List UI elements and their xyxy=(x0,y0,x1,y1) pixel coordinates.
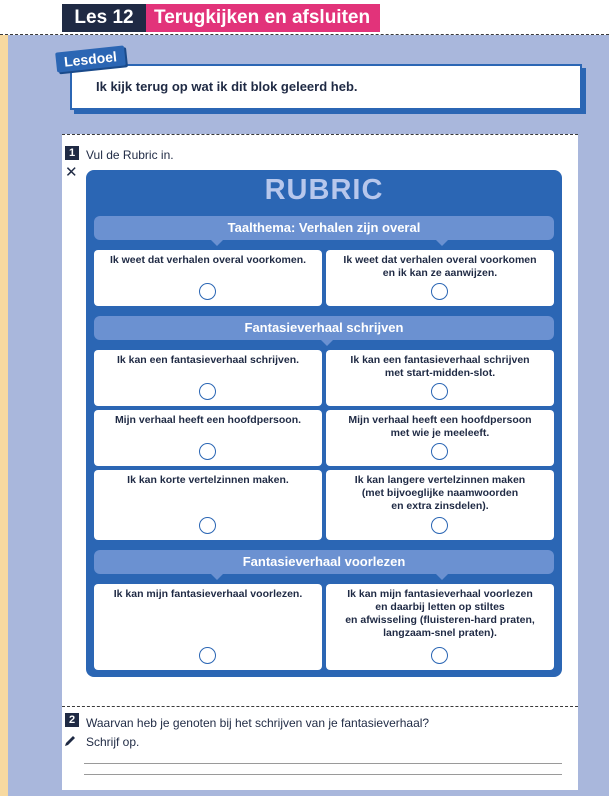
circle-checkbox[interactable] xyxy=(431,647,448,664)
cell-text: Ik kan mijn fantasieverhaal voorlezen. xyxy=(113,588,303,600)
question-2-number: 2 xyxy=(65,713,79,727)
close-icon: ✕ xyxy=(65,164,78,181)
answer-line[interactable] xyxy=(84,763,562,764)
cell-text: Ik kan mijn fantasieverhaal voorlezen en daarbij letten op stiltes en afwisseling (fluisteren-hard praten, langzaam-snel praten). xyxy=(345,588,535,639)
section-title: Taalthema: Verhalen zijn overal xyxy=(227,220,421,235)
pencil-icon xyxy=(64,735,76,747)
rubric-cell[interactable] xyxy=(326,470,554,540)
margin-stripe xyxy=(0,35,8,796)
cell-text: Mijn verhaal heeft een hoofdpersoon met wie je meeleeft. xyxy=(348,414,532,439)
cell-text: Ik kan een fantasieverhaal schrijven met start-midden-slot. xyxy=(350,354,530,379)
question-2-text: Waarvan heb je genoten bij het schrijven van je fantasieverhaal? xyxy=(86,716,430,730)
rubric-title: RUBRIC xyxy=(264,174,384,206)
circle-checkbox[interactable] xyxy=(431,383,448,400)
circle-checkbox[interactable] xyxy=(431,517,448,534)
section-title: Fantasieverhaal schrijven xyxy=(244,320,404,335)
cell-text: Mijn verhaal heeft een hoofdpersoon. xyxy=(114,414,302,426)
lesson-title: Terugkijken en afsluiten xyxy=(146,4,380,32)
cell-text: Ik weet dat verhalen overal voorkomen. xyxy=(109,254,307,266)
circle-checkbox[interactable] xyxy=(199,517,216,534)
circle-checkbox[interactable] xyxy=(199,443,216,460)
answer-line[interactable] xyxy=(84,774,562,775)
question-1-instruction: Vul de Rubric in. xyxy=(86,148,174,162)
rubric-cell[interactable] xyxy=(326,584,554,670)
rubric-cell[interactable] xyxy=(94,410,322,466)
cell-text: Ik kan korte vertelzinnen maken. xyxy=(127,474,289,486)
circle-checkbox[interactable] xyxy=(431,443,448,460)
rubric-cell[interactable] xyxy=(94,470,322,540)
rubric xyxy=(86,170,562,677)
cell-text: Ik kan langere vertelzinnen maken (met bijvoeglijke naamwoorden en extra zinsdelen). xyxy=(354,474,526,512)
rubric-cell[interactable] xyxy=(326,250,554,306)
rubric-cell[interactable] xyxy=(326,410,554,466)
section-schrijven xyxy=(94,316,554,340)
lesson-number: Les 12 xyxy=(62,4,146,32)
lesdoel-box xyxy=(70,64,582,110)
circle-checkbox[interactable] xyxy=(199,283,216,300)
cell-text: Ik kan een fantasieverhaal schrijven. xyxy=(116,354,300,366)
rubric-cell[interactable] xyxy=(326,350,554,406)
circle-checkbox[interactable] xyxy=(199,647,216,664)
rubric-cell[interactable] xyxy=(94,584,322,670)
section-taalthema xyxy=(94,216,554,240)
section-title: Fantasieverhaal voorlezen xyxy=(242,554,406,569)
lesson-header xyxy=(0,0,609,36)
section-voorlezen xyxy=(94,550,554,574)
rubric-cell[interactable] xyxy=(94,350,322,406)
lesdoel-text: Ik kijk terug op wat ik dit blok geleerd heb. xyxy=(96,79,358,94)
rubric-cell[interactable] xyxy=(94,250,322,306)
lesdoel-tag: Lesdoel xyxy=(55,45,126,72)
circle-checkbox[interactable] xyxy=(199,383,216,400)
divider xyxy=(62,134,578,135)
divider xyxy=(62,706,578,707)
question-1-number: 1 xyxy=(65,146,79,160)
question-2-instruction: Schrijf op. xyxy=(86,735,140,749)
circle-checkbox[interactable] xyxy=(431,283,448,300)
cell-text: Ik weet dat verhalen overal voorkomen en ik kan ze aanwijzen. xyxy=(343,254,537,279)
